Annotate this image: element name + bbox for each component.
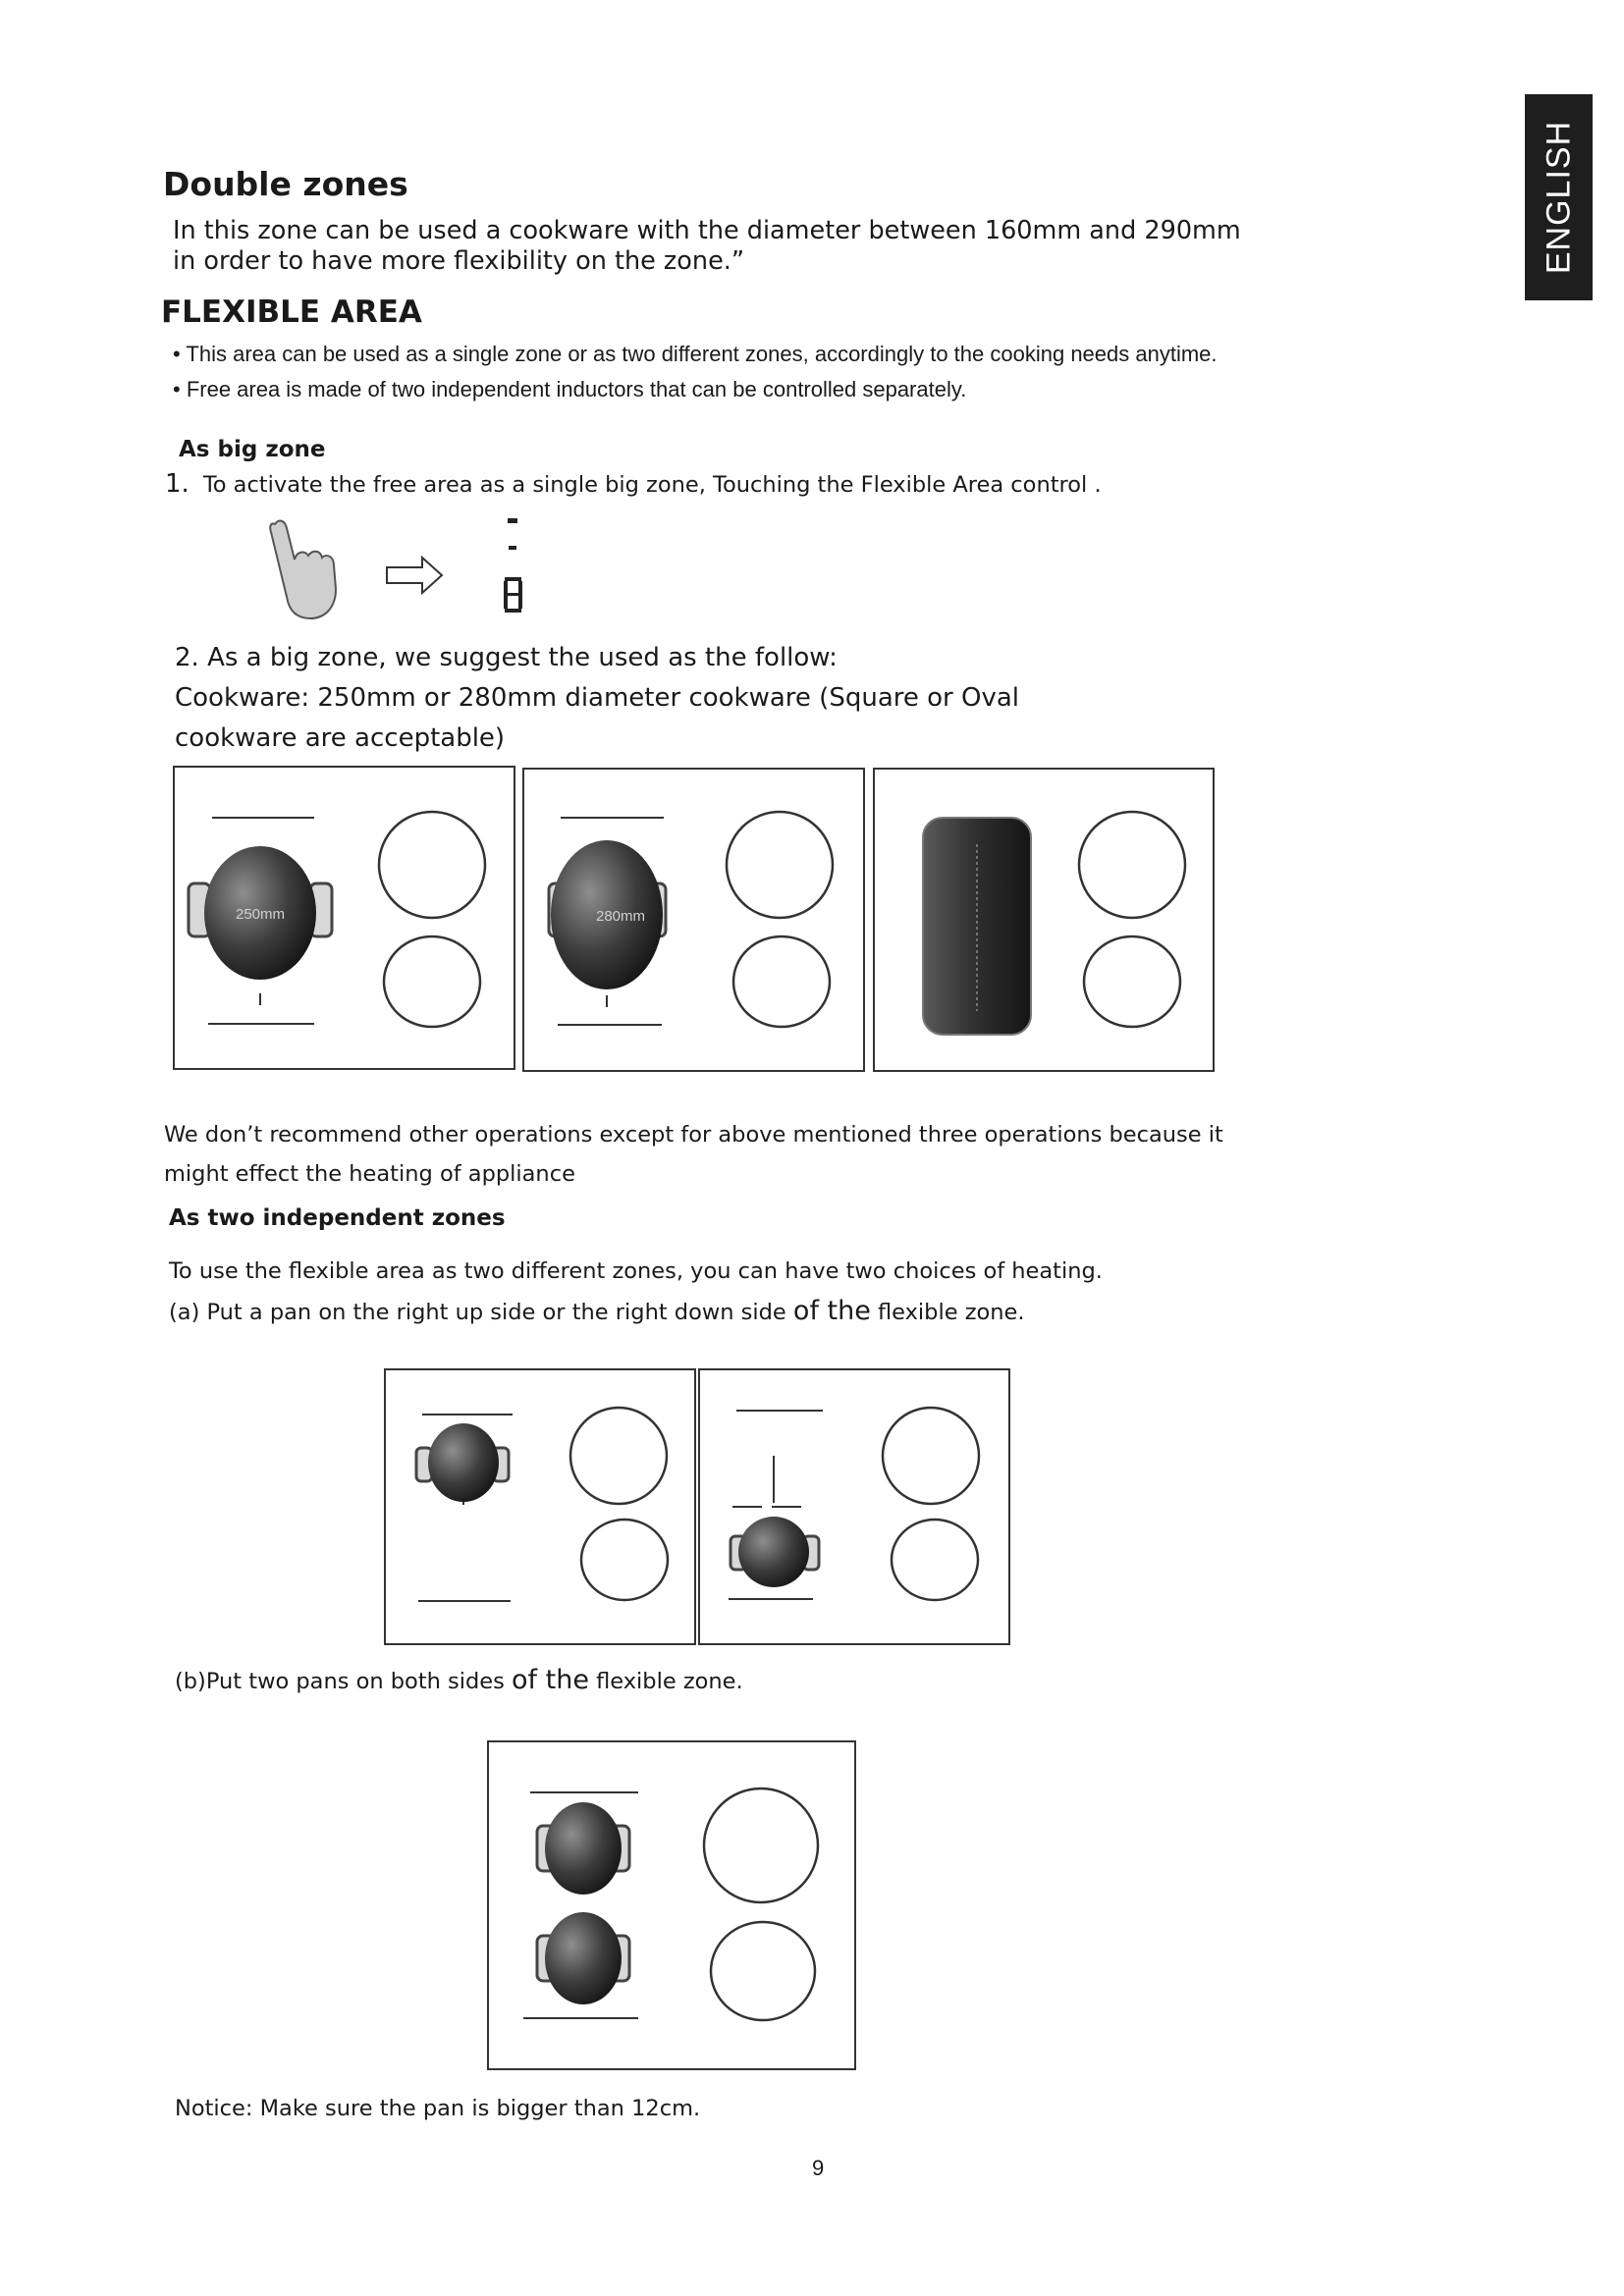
warning-line-2: might effect the heating of appliance	[164, 1161, 575, 1187]
pan-left-down	[545, 1912, 622, 2004]
flexible-area-bullet-1: • This area can be used as a single zone or as two different zones, accordingly to the cooking needs anytime.	[173, 342, 1218, 366]
option-b-diagram	[486, 1739, 859, 2073]
language-tab	[1525, 94, 1593, 300]
hob-diagram-square-pan	[874, 769, 1214, 1071]
step-2-line-2: Cookware: 250mm or 280mm diameter cookware (Square or Oval	[175, 683, 1019, 713]
hob-diagram-250mm	[174, 767, 514, 1069]
double-zones-line-1: In this zone can be used a cookware with the diameter between 160mm and 290mm	[173, 216, 1241, 245]
hob-diagram-two-pans	[488, 1741, 855, 2069]
flexible-area-heading: FLEXIBLE AREA	[161, 294, 422, 330]
display-indicator-icon	[504, 518, 522, 613]
pan-left-up	[545, 1802, 622, 1895]
option-a-text: (a) Put a pan on the right up side or the right down side of the flexible zone.	[169, 1296, 1025, 1326]
big-zone-heading: As big zone	[179, 437, 326, 462]
hob-diagram-right-down	[699, 1369, 1009, 1644]
hand-pointer-icon	[270, 521, 336, 618]
flexible-area-bullet-2: • Free area is made of two independent inductors that can be controlled separately.	[173, 377, 967, 401]
pan-right-up	[428, 1423, 499, 1502]
pan-right-down	[738, 1517, 809, 1587]
notice-text: Notice: Make sure the pan is bigger than 12cm.	[175, 2096, 701, 2121]
page-number: 9	[812, 2156, 825, 2180]
arrow-right-icon	[387, 558, 442, 593]
step-2-line-1: 2. As a big zone, we suggest the used as the follow:	[175, 643, 838, 672]
double-zones-line-2: in order to have more flexibility on the zone.”	[173, 246, 745, 276]
activation-illustration	[265, 510, 560, 623]
two-zones-heading: As two independent zones	[169, 1205, 506, 1231]
hob-diagram-280mm	[523, 769, 864, 1071]
warning-line-1: We don’t recommend other operations except for above mentioned three operations because it	[164, 1122, 1223, 1148]
pan-280mm-label: 280mm	[595, 908, 646, 925]
double-zones-text	[173, 216, 1380, 277]
step-2-line-3: cookware are acceptable)	[175, 723, 506, 753]
big-zone-step-2	[175, 638, 1255, 759]
hob-diagram-right-up	[385, 1369, 695, 1644]
warning-paragraph	[164, 1115, 1342, 1194]
language-tab-label: ENGLISH	[1540, 120, 1577, 275]
big-zone-step-1	[165, 469, 1102, 499]
big-zone-diagrams	[173, 766, 1219, 1074]
pan-250mm-label: 250mm	[235, 906, 286, 923]
step-1-number: 1.	[165, 469, 189, 499]
two-zones-intro: To use the flexible area as two different zones, you can have two choices of heating.	[169, 1258, 1103, 1284]
step-1-text: To activate the free area as a single big zone, Touching the Flexible Area control .	[202, 472, 1102, 498]
option-b-text: (b)Put two pans on both sides of the flexible zone.	[175, 1665, 743, 1695]
double-zones-heading: Double zones	[163, 165, 408, 203]
option-a-diagrams	[383, 1367, 1011, 1647]
